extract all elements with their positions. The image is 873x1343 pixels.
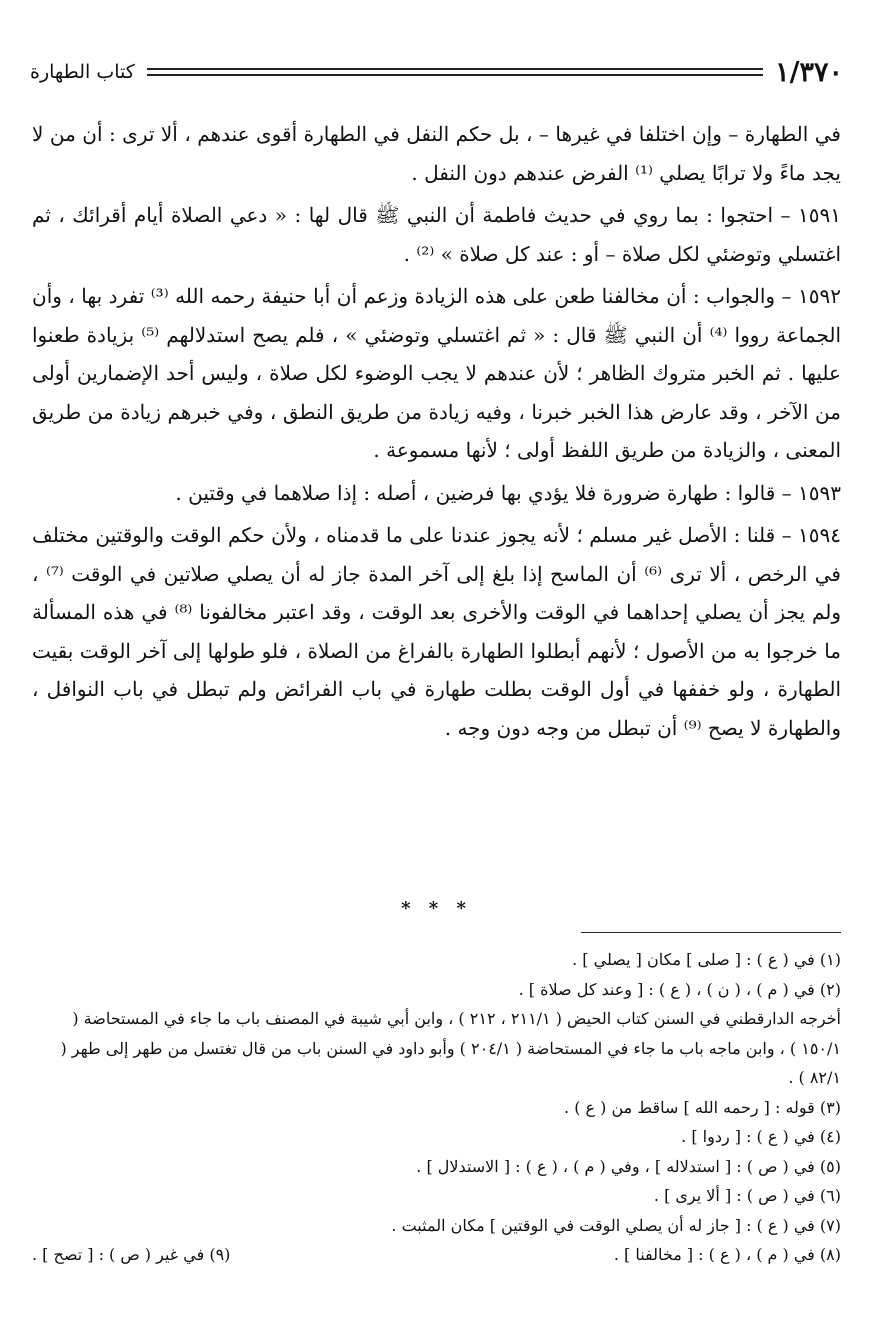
footnote-6: (٦) في ( ص ) : [ ألا يرى ] . — [653, 1186, 841, 1205]
page-number: ١/٣٧٠ — [775, 56, 843, 88]
section-separator: * * * — [401, 898, 472, 919]
footnote-4: (٤) في ( ع ) : [ ردوا ] . — [681, 1127, 841, 1146]
footnote-2: (٢) في ( م ) ، ( ن ) ، ( ع ) : [ وعند كل صلاة ] . — [518, 979, 841, 999]
footnote-rule — [581, 932, 841, 933]
footnote-1: (١) في ( ع ) : [ صلى ] مكان [ يصلي ] . — [572, 950, 841, 969]
footnote-row-8-9 — [32, 1240, 841, 1270]
header-double-rule — [147, 68, 763, 76]
paragraph-continuation: في الطهارة – وإن اختلفا في غيرها – ، بل حكم النفل في الطهارة أقوى عندهم ، ألا ترى : أن من لا يجد ماءً ولا ترابًا يصلي ⁽¹⁾ الفرض عندهم دون النفل . — [32, 122, 841, 185]
footnote-9: (٩) في غير ( ص ) : [ تصح ] . — [32, 1245, 231, 1264]
main-text — [32, 115, 841, 747]
footnote-2-detail: أخرجه الدارقطني في السنن كتاب الحيض ( ٢١١/١ ، ٢١٢ ) ، وابن أبي شيبة في المصنف باب ما جاء في المستحاضة ( ١٥٠/١ ) ، وابن ماجه باب ما جاء في المستحاضة ( ٢٠٤/١ ) وأبو داود في السنن باب من قال تغتسل من طهر إلى طهر ( ٨٢/١ ) . — [60, 1009, 841, 1087]
paragraph-1592: ١٥٩٢ – والجواب : أن مخالفنا طعن على هذه الزيادة وزعم أن أبا حنيفة رحمه الله ⁽³⁾ تفرد بها ، وأن الجماعة رووا ⁽⁴⁾ أن النبي ﷺ قال : « ثم اغتسلي وتوضئي » ، فلم يصح استدلالهم ⁽⁵⁾ بزيادة طعنوا عليها . ثم الخبر متروك الظاهر ؛ لأن عندهم لا يجب الوضوء لكل صلاة ، وليس أحد الإضمارين أولى من الآخر ، وقد عارض هذا الخبر خبرنا ، وفيه زيادة من طريق النطق ، وفي خبرهم زيادة من طريق المعنى ، والزيادة من طريق اللفظ أولى ؛ لأنها مسموعة . — [32, 284, 842, 462]
page-header — [30, 55, 843, 89]
paragraph-1593: ١٥٩٣ – قالوا : طهارة ضرورة فلا يؤدي بها فرضين ، أصله : إذا صلاهما في وقتين . — [175, 480, 841, 505]
footnote-3: (٣) قوله : [ رحمه الله ] ساقط من ( ع ) . — [564, 1097, 841, 1117]
footnotes — [32, 945, 841, 1270]
footnote-7: (٧) في ( ع ) : [ جاز له أن يصلي الوقت في الوقتين ] مكان المثبت . — [391, 1215, 841, 1235]
footnote-5: (٥) في ( ص ) : [ استدلاله ] ، وفي ( م ) ، ( ع ) : [ الاستدلال ] . — [416, 1156, 841, 1176]
footnote-8: (٨) في ( م ) ، ( ع ) : [ مخالفنا ] . — [613, 1245, 841, 1264]
book-title: كتاب الطهارة — [30, 61, 135, 83]
paragraph-1591: ١٥٩١ – احتجوا : بما روي في حديث فاطمة أن النبي ﷺ قال لها : « دعي الصلاة أيام أقرائك ، ثم اغتسلي وتوضئي لكل صلاة – أو : عند كل صلاة » ⁽²⁾ . — [32, 203, 841, 266]
paragraph-1594: ١٥٩٤ – قلنا : الأصل غير مسلم ؛ لأنه يجوز عندنا على ما قدمناه ، ولأن حكم الوقت والوقتين مختلف في الرخص ، ألا ترى ⁽⁶⁾ أن الماسح إذا بلغ إلى آخر المدة جاز له أن يصلي صلاتين في الوقت ⁽⁷⁾ ، ولم يجز أن يصلي إحداهما في الوقت والأخرى بعد الوقت ، وقد اعتبر مخالفونا ⁽⁸⁾ في هذه المسألة ما خرجوا به من الأصول ؛ لأنهم أبطلوا الطهارة بالفراغ من الصلاة ، فلو طولها إلى آخر الوقت بقيت الطهارة ، ولو خففها في أول الوقت بطلت طهارة في باب الفرائض ولم تبطل في باب النوافل ، والطهارة لا يصح ⁽⁹⁾ أن تبطل من وجه دون وجه . — [32, 523, 842, 740]
